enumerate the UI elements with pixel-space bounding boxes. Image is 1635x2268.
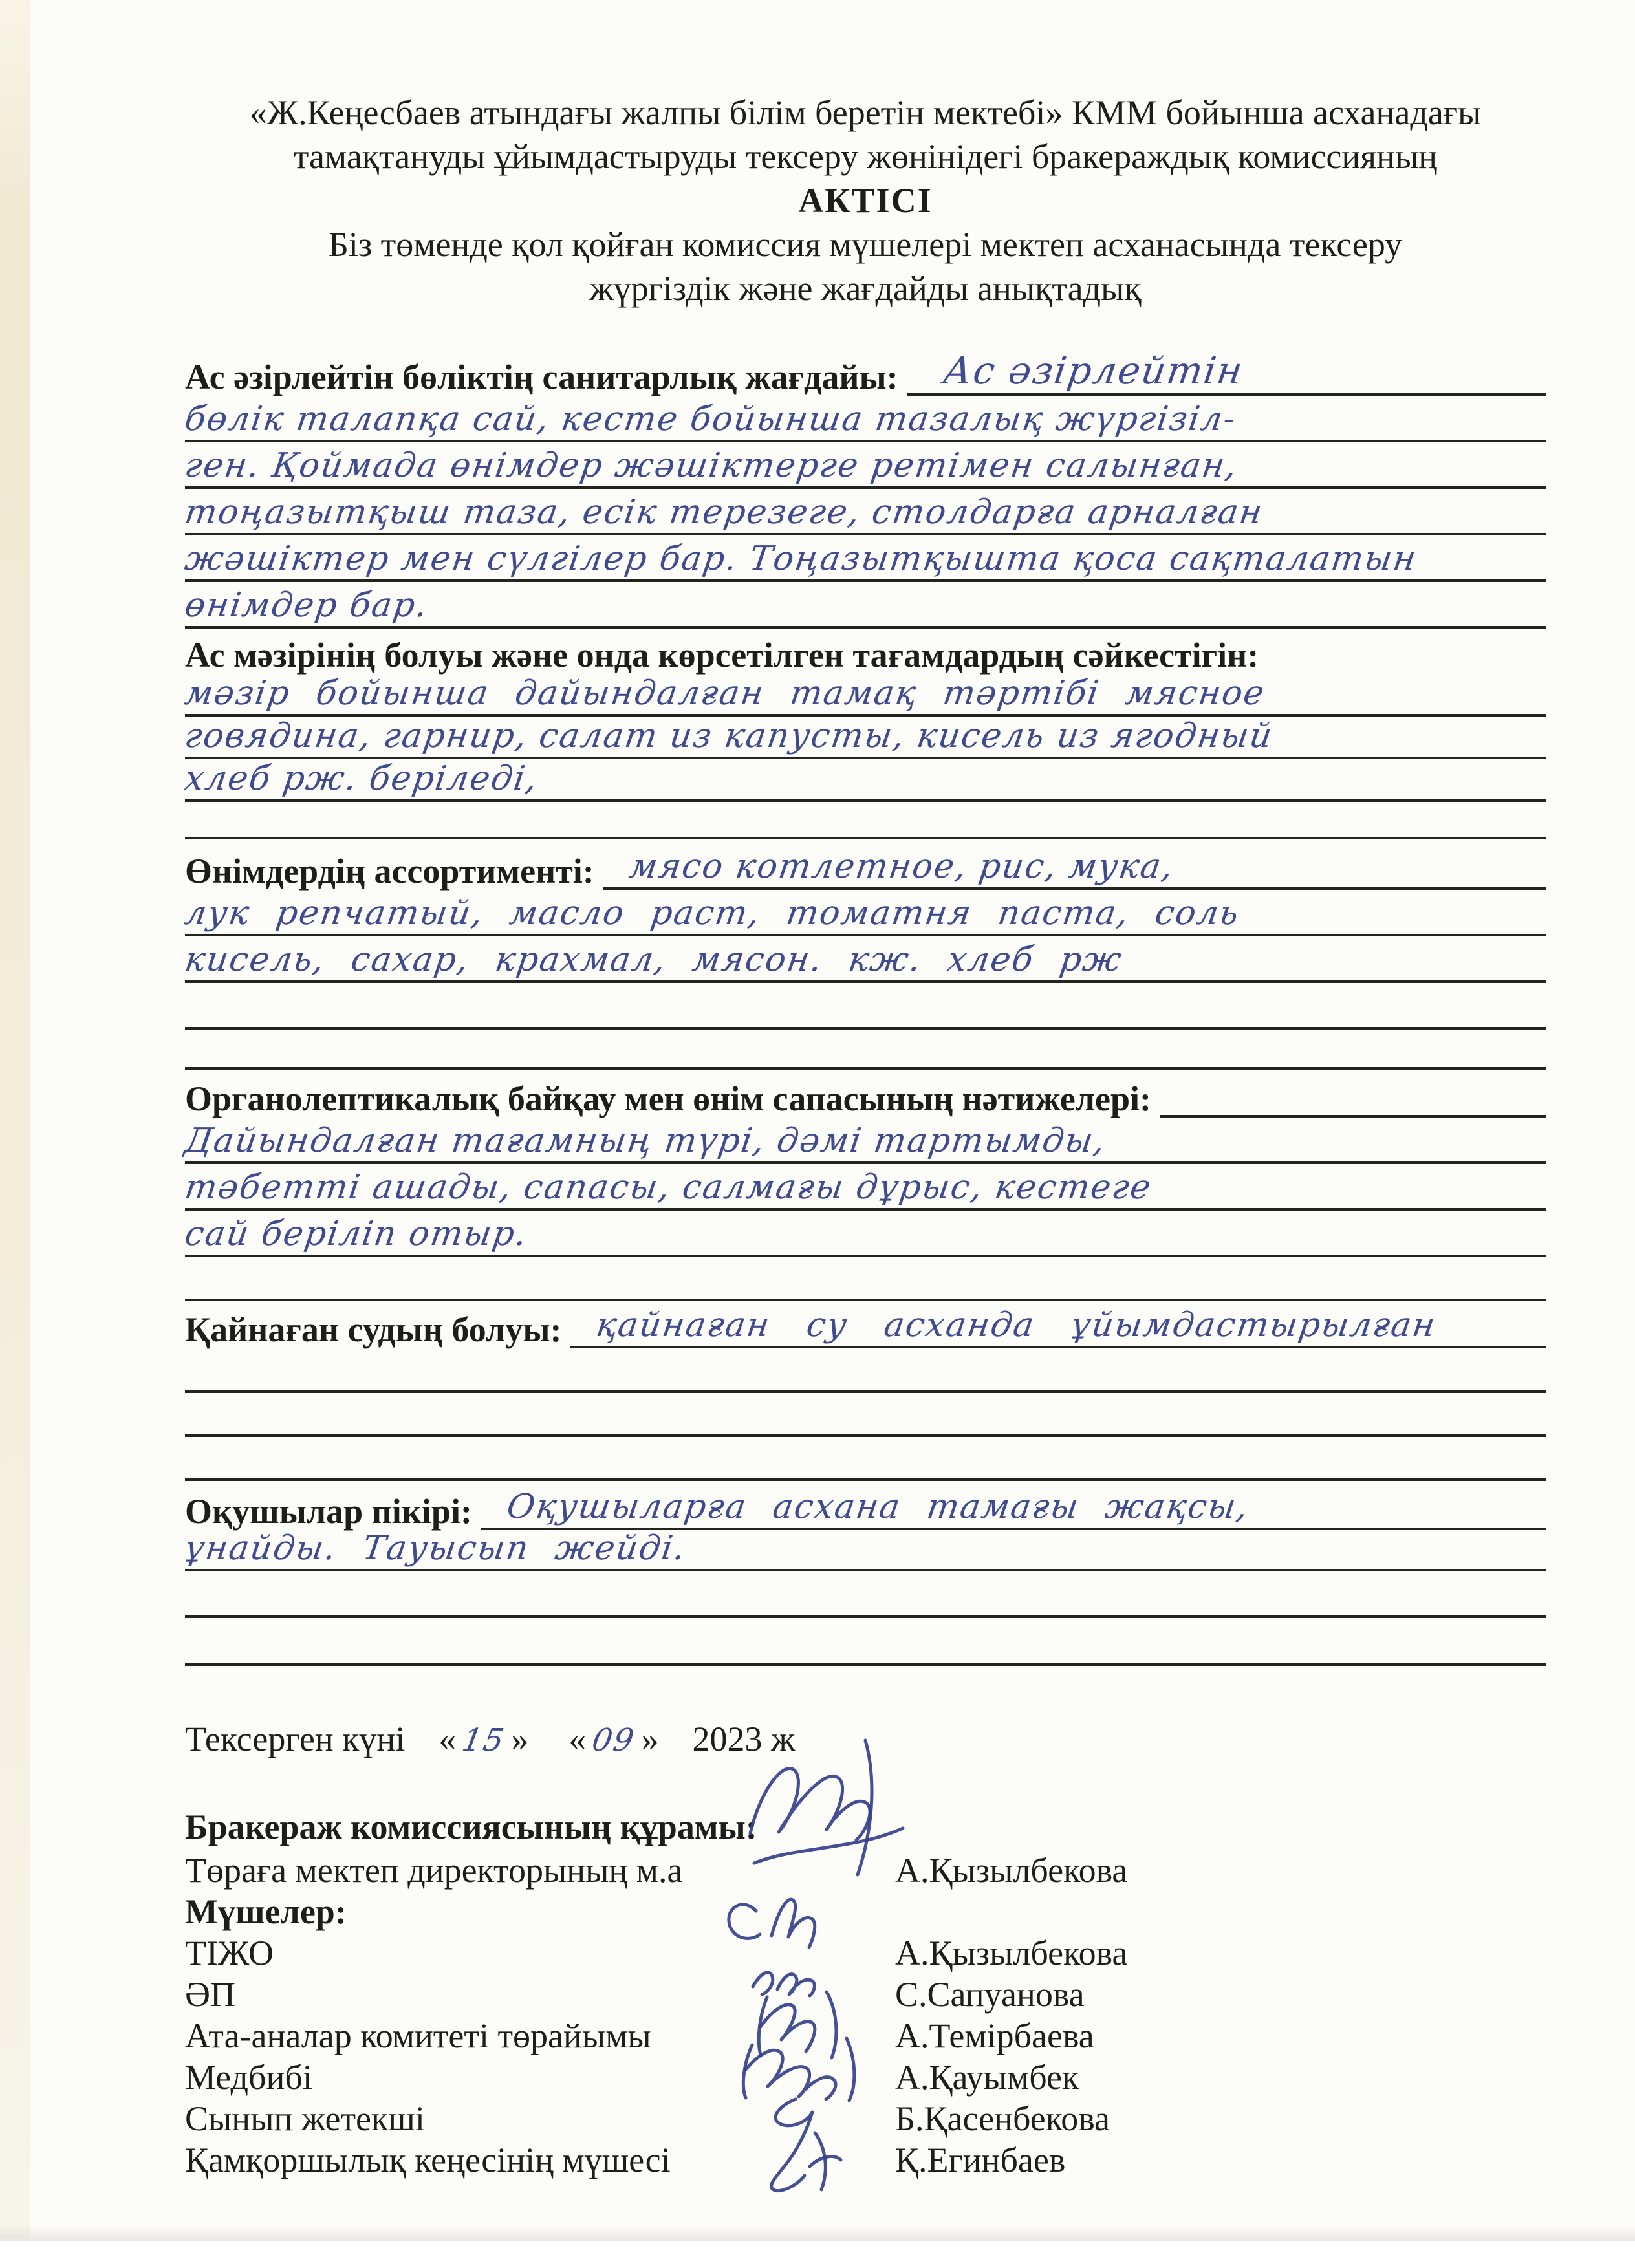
handwritten-text: Дайындалған тағамның түрі, дәмі тартымды, [182, 1121, 1109, 1161]
ruled-line [481, 1489, 1546, 1530]
handwritten-text: өнімдер бар. [182, 586, 431, 625]
ruled-line [182, 717, 1546, 759]
section-label: Органолептикалық байқау мен өнім сапасының нәтижелері: [185, 1079, 1152, 1119]
ruled-line [182, 489, 1546, 535]
scan-bottom-margin [0, 2241, 1635, 2268]
section-label: Өнімдердің ассортименті: [185, 852, 594, 891]
ruled-line-empty [185, 1618, 1546, 1666]
handwritten-text: тәбетті ашады, сапасы, салмағы дұрыс, кестеге [182, 1168, 1154, 1207]
section-label-row [185, 1481, 1546, 1530]
member-role: Сынып жетекші [185, 2099, 425, 2138]
member-name: А.Қауымбек [895, 2058, 1079, 2097]
section-label-row [185, 839, 1546, 890]
section-students-opinion [182, 1481, 1546, 1666]
handwritten-text: тоңазытқыш таза, есік терезеге, столдарға арналған [182, 493, 1266, 532]
member-name: С.Сапуанова [895, 1975, 1085, 2014]
section-menu-conformity [182, 629, 1546, 839]
ruled-line-empty [185, 1257, 1546, 1301]
scan-edge-strip [0, 0, 30, 2239]
handwritten-text: қайнаған су асханда ұйымдастырылған [594, 1306, 1439, 1345]
ruled-line-empty [185, 983, 1546, 1030]
committee-member-row [185, 1974, 1546, 2015]
members-heading: Мүшелер: [185, 1892, 347, 1931]
ruled-line [182, 674, 1546, 717]
committee-member-row [185, 2098, 1546, 2139]
committee-chair-name: А.Қызылбекова [895, 1851, 1128, 1890]
signature-sapuanova-icon [715, 1885, 838, 1956]
signature-chairman-icon [731, 1730, 925, 1885]
handwritten-text: жәшіктер мен сүлгілер бар. Тоңазытқышта қоса сақталатын [182, 539, 1420, 579]
committee-member-row [185, 2139, 1546, 2181]
handwritten-text: ұнайды. Тауысып жейді. [182, 1529, 689, 1568]
quote-open: « [568, 1720, 587, 1758]
ruled-line-empty [185, 802, 1546, 839]
section-organoleptic-results [182, 1070, 1546, 1301]
handwritten-text: бөлік талапқа сай, кесте бойынша тазалық жүргізіл- [182, 400, 1239, 439]
committee-members-heading-row [185, 1891, 1546, 1932]
ruled-line-empty [185, 1348, 1546, 1393]
section-label: Ас әзірлейтін бөліктің санитарлық жағдайы: [185, 358, 898, 397]
ruled-line [182, 759, 1546, 802]
ruled-line-empty [185, 1030, 1546, 1070]
handwritten-text: Ас әзірлейтін [940, 349, 1246, 393]
ruled-line [182, 936, 1546, 983]
ruled-line [182, 535, 1546, 582]
section-label-row [185, 1301, 1546, 1348]
ruled-line [182, 1118, 1546, 1164]
header-line-1: «Ж.Кеңесбаев атындағы жалпы білім беретін мектебі» КММ бойынша асханадағы [249, 93, 1482, 132]
ruled-line [907, 351, 1546, 396]
member-name: А.Қызылбекова [895, 1934, 1128, 1972]
ruled-line [182, 890, 1546, 936]
handwritten-month: 09 [589, 1722, 638, 1758]
section-label: Ас мәзірінің болуы және онда көрсетілген тағамдардың сәйкестігін: [185, 636, 1259, 675]
scan-bottom-edge [0, 2225, 1635, 2243]
member-role: Қамқоршылық кеңесінің мүшесі [185, 2141, 671, 2179]
member-role: Медбибі [185, 2058, 312, 2097]
quote-close: » [641, 1720, 659, 1758]
member-role: ӘП [185, 1975, 235, 2014]
ruled-line [570, 1308, 1546, 1348]
member-role: Ата-аналар комитеті төрайымы [185, 2016, 651, 2055]
committee-member-row [185, 1932, 1546, 1974]
handwritten-text: говядина, гарнир, салат из капусты, кисель из ягодный [182, 717, 1276, 756]
intro-line-1: Біз төменде қол қойған комиссия мүшелері мектеп асханасында тексеру [328, 225, 1403, 264]
ruled-line [182, 1211, 1546, 1257]
ruled-line [182, 582, 1546, 629]
section-label-row [185, 629, 1546, 674]
ruled-line-empty [185, 1393, 1546, 1437]
signature-eginbaev-icon [750, 2086, 860, 2196]
section-label-row [185, 348, 1546, 396]
member-role: ТІЖО [185, 1934, 274, 1972]
ruled-line [182, 1529, 1546, 1571]
handwritten-text: лук репчатый, масло раст, томатня паста, соль [182, 894, 1242, 933]
member-name: А.Темірбаева [895, 2016, 1094, 2055]
section-label: Қайнаған судың болуы: [185, 1310, 562, 1350]
ruled-line [182, 442, 1546, 489]
handwritten-text: Оқушыларға асхана тамағы жақсы, [504, 1487, 1251, 1527]
header-line-2: тамақтануды ұйымдастыруды тексеру жөнінідегі бракераждық комиссияның [293, 137, 1438, 176]
ruled-line-empty [185, 1437, 1546, 1481]
section-label: Оқушылар пікірі: [185, 1492, 472, 1531]
date-year: 2023 ж [692, 1720, 796, 1758]
committee-heading: Бракераж комиссиясының құрамы: [185, 1808, 757, 1846]
section-label-row [185, 1070, 1546, 1118]
handwritten-day: 15 [459, 1722, 508, 1758]
quote-close: » [511, 1720, 529, 1758]
section-boiled-water [185, 1301, 1546, 1481]
handwritten-text: кисель, сахар, крахмал, мясон. кж. хлеб рж [182, 940, 1125, 980]
committee-block [185, 1850, 1546, 2181]
handwritten-text: сай беріліп отыр. [182, 1215, 530, 1254]
ruled-line-empty [185, 1571, 1546, 1618]
section-product-assortment [182, 839, 1546, 1070]
ruled-line [182, 1164, 1546, 1211]
quote-open: « [439, 1720, 457, 1758]
committee-chair-role: Төраға мектеп директорының м.а [185, 1851, 683, 1890]
handwritten-text: ген. Қоймада өнімдер жәшіктерге ретімен салынған, [182, 446, 1240, 486]
member-name: Б.Қасенбекова [895, 2099, 1110, 2138]
member-name: Қ.Егинбаев [895, 2141, 1066, 2179]
intro-line-2: жүргіздік және жағдайды анықтадық [589, 269, 1142, 308]
section-sanitary-condition [182, 348, 1546, 629]
ruled-line [603, 849, 1546, 890]
ruled-line [182, 396, 1546, 442]
handwritten-text: хлеб рж. беріледі, [182, 759, 541, 799]
handwritten-text: мәзір бойынша дайындалған тамақ тәртібі мясное [182, 674, 1268, 713]
document-title: АКТІСІ [798, 181, 933, 220]
handwritten-text: мясо котлетное, рис, мука, [626, 847, 1176, 887]
document-header [185, 91, 1546, 310]
date-label: Тексерген күні [185, 1720, 406, 1758]
